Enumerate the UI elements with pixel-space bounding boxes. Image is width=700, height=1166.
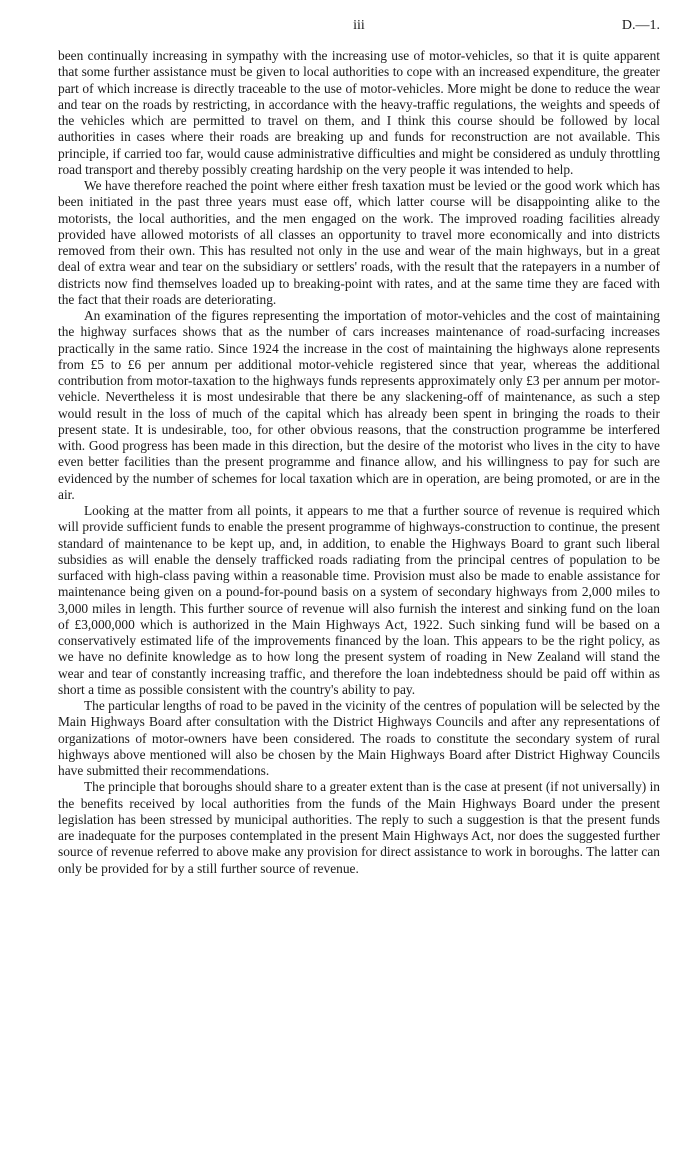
document-body — [58, 48, 660, 877]
paragraph: The particular lengths of road to be paved in the vicinity of the centres of population will be selected by the Main Highways Board after consultation with the District Highways Councils and after any representations of organizations of motor-owners have been considered. The roads to constitute the secondary system of rural highways above mentioned will also be chosen by the Main Highways Board after District Highway Councils have submitted their recommendations. — [58, 698, 660, 778]
document-reference: D.—1. — [621, 18, 660, 33]
paragraph: An examination of the figures representing the importation of motor-vehicles and the cost of maintaining the highway surfaces shows that as the number of cars increases maintenance of road-surfacing increases practically in the same ratio. Since 1924 the increase in the cost of maintaining the highways alone represents from £5 to £6 per annum per additional motor-vehicle registered since that year, whereas the additional contribution from motor-taxation to the highways funds represents approximately only £3 per annum per motor-vehicle. Nevertheless it is most undesirable that there be any slackening-off of maintenance, as such a step would result in the loss of much of the capital which has already been spent in bringing the roads to their present state. It is undesirable, too, for other obvious reasons, that the construction programme be interfered with. Good progress has been made in this direction, but the desire of the motorist who lives in the city to have even better facilities than the present programme and finance allow, and his willingness to pay for such are evidenced by the number of schemes for local taxation which are in operation, are being promoted, or are in the air. — [58, 308, 660, 502]
paragraph: Looking at the matter from all points, it appears to me that a further source of revenue is required which will provide sufficient funds to enable the present programme of highways-construction to continue, the present standard of maintenance to be kept up, and, in addition, to enable the Highways Board to grant such liberal subsidies as will enable the densely trafficked roads radiating from the principal centres of population to be surfaced with high-class paving within a reasonable time. Provision must also be made to enable assistance for maintenance being given on a pound-for-pound basis on a system of secondary highways from 2,000 miles to 3,000 miles in length. This further source of revenue will also furnish the interest and sinking fund on the loan of £3,000,000 which is authorized in the Main Highways Act, 1922. Such sinking fund will be based on a conservatively estimated life of the improvements financed by the loan. This appears to be the right policy, as we have no definite knowledge as to how long the present system of roading in New Zealand will stand the wear and tear of constantly increasing traffic, and therefore the loan indebtedness should be paid off within as short a time as possible consistent with the country's ability to pay. — [58, 503, 660, 697]
page-header — [58, 18, 660, 40]
paragraph: The principle that boroughs should share to a greater extent than is the case at present (if not universally) in the benefits received by local authorities from the funds of the Main Highways Board under the present legislation has been stressed by municipal authorities. The reply to such a suggestion is that the present funds are inadequate for the purposes contemplated in the present Main Highways Act, nor does the suggested further source of revenue referred to above make any provision for direct assistance to work in boroughs. The latter can only be provided for by a still further source of revenue. — [58, 779, 660, 876]
paragraph: We have therefore reached the point where either fresh taxation must be levied or the good work which has been initiated in the past three years must ease off, which latter course will be disappointing alike to the motorists, the local authorities, and the men engaged on the work. The improved roading facilities already provided have allowed motorists of all classes an opportunity to travel more economically and into districts removed from their own. This has resulted not only in the use and wear of the main highways, but in a great deal of extra wear and tear on the subsidiary or settlers' roads, with the result that the ratepayers in a number of districts now find themselves loaded up to breaking-point with rates, and at the same time they are faced with the fact that their roads are deteriorating. — [58, 178, 660, 307]
paragraph: been continually increasing in sympathy with the increasing use of motor-vehicles, so that it is quite apparent that some further assistance must be given to local authorities to cope with an increased expenditure, the greater part of which increase is directly traceable to the use of motor-vehicles. More might be done to reduce the wear and tear on the roads by restricting, in accordance with the heavy-traffic regulations, the weights and speeds of the vehicles which are permitted to travel on them, and I think this course should be followed by local authorities in cases where their roads are breaking up and funds for reconstruction are not available. This principle, if carried too far, would cause administrative difficulties and might be considered as unduly throttling road transport and thereby possibly creating hardship on the very people it was intended to help. — [58, 48, 660, 177]
page-number: iii — [353, 18, 365, 33]
